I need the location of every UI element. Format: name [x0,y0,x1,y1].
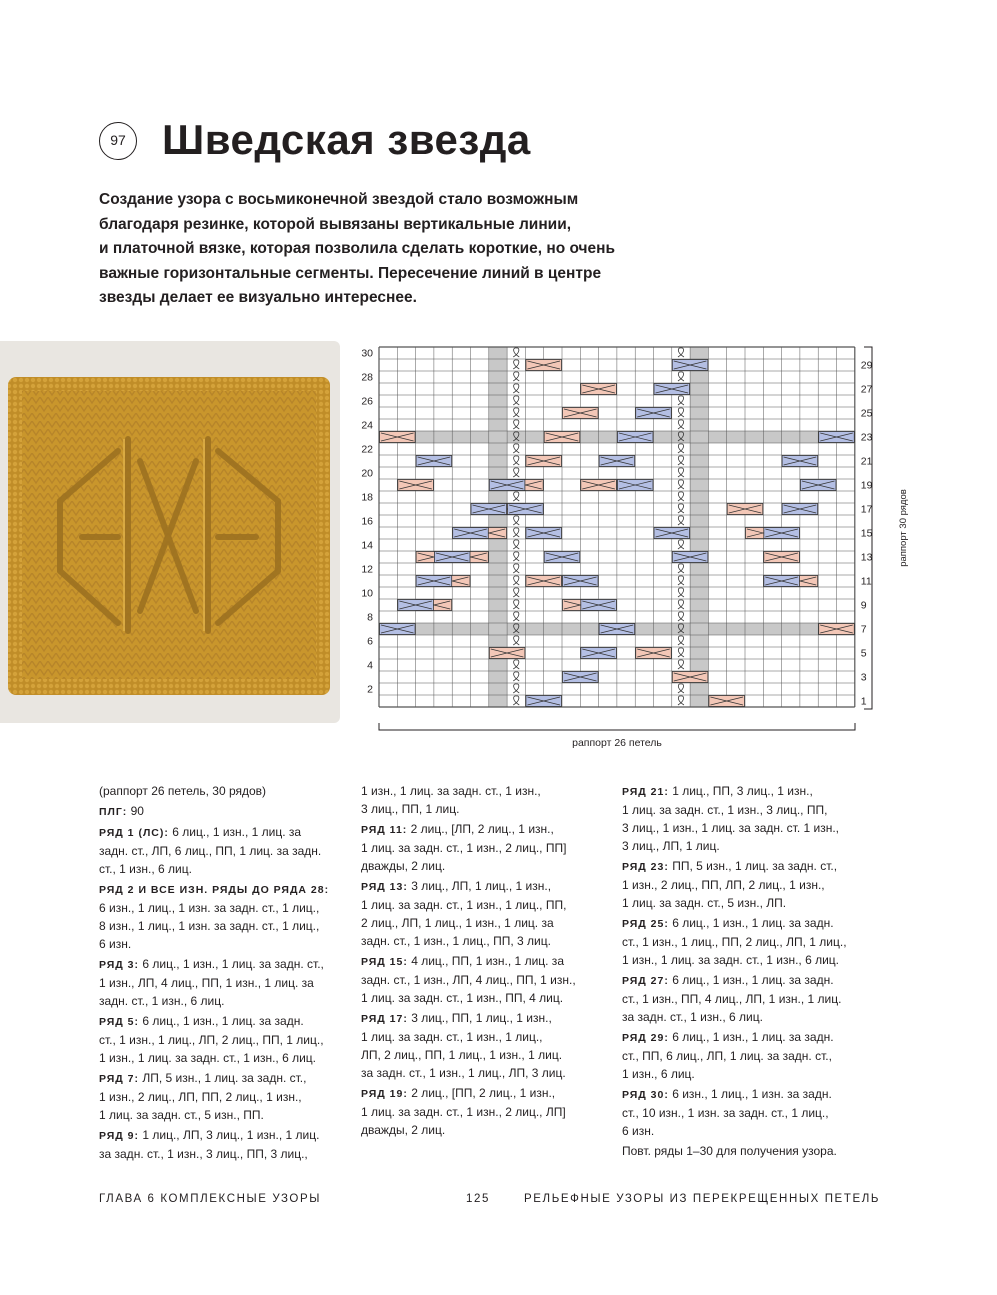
row-number-left: 28 [361,371,373,384]
instruction-block [622,1028,872,1083]
cable-left-cross [617,432,653,443]
cable-left-cross [563,672,599,683]
row-number-right: 19 [860,479,873,492]
instruction-text: ст., ПП, 6 лиц., ЛП, 1 лиц. за задн. ст., [622,1049,832,1063]
instruction-block [99,823,349,878]
instruction-text: 2 лиц., [ПП, 2 лиц., 1 изн., [407,1086,556,1100]
cable-left-cross [782,456,818,467]
instruction-line [99,1088,349,1106]
cable-right-cross [581,480,617,491]
instruction-text: 1 лиц., ПП, 3 лиц., 1 изн., [668,784,813,798]
instruction-text: 6 лиц., 1 изн., 1 лиц. за [168,825,302,839]
cable-right-cross [727,504,763,515]
instruction-line [361,932,611,950]
row-number-left: 22 [361,443,373,456]
row-label: РЯД 25: [622,918,669,930]
instruction-block [99,880,349,953]
instruction-line [99,917,349,935]
instruction-line [622,990,872,1008]
instruction-block [622,971,872,1026]
instruction-line [622,1122,872,1140]
instruction-line [99,1069,349,1088]
row-number-right: 5 [860,647,867,660]
cable-left-cross [599,624,635,635]
instruction-line [622,857,872,876]
cable-left-cross [654,528,690,539]
row-number-right: 23 [860,431,873,444]
instruction-line [622,819,872,837]
instruction-text: 6 лиц., 1 изн., 1 лиц. за задн. [668,973,834,987]
instruction-line [99,974,349,992]
instruction-line [361,877,611,896]
cable-left-cross [563,576,599,587]
instruction-text: 6 изн., 1 лиц., 1 изн. за задн. ст., 1 лиц., [99,901,320,915]
cable-right-cross [489,648,525,659]
row-number-left: 26 [361,395,373,408]
instruction-line [361,857,611,875]
instruction-line [99,1126,349,1145]
instruction-line [361,820,611,839]
row-number-left: 16 [361,515,373,528]
instruction-text: задн. ст., 1 изн., 1 лиц., ПП, 3 лиц. [361,934,551,948]
bottom-label: раппорт 26 петель [572,737,662,749]
instruction-text: ст., 1 изн., ПП, 4 лиц., ЛП, 1 изн., 1 лиц. [622,992,842,1006]
instruction-line [99,1049,349,1067]
cable-left-cross [654,384,690,395]
instruction-block [622,857,872,912]
row-number-left: 30 [361,347,373,360]
instruction-text: 3 лиц., ПП, 1 лиц., 1 изн., [407,1011,552,1025]
bottom-bracket [379,723,855,730]
cable-left-cross [526,696,562,707]
instruction-block [99,1126,349,1163]
instruction-line [622,1085,872,1104]
instruction-block [99,1012,349,1067]
cable-left-cross [380,624,416,635]
row-label: РЯД 17: [361,1013,408,1025]
row-number-left: 12 [361,563,373,576]
instruction-line [99,782,349,800]
row-label: ПЛГ: [99,806,128,818]
instruction-text: 1 изн., 2 лиц., ПП, ЛП, 2 лиц., 1 изн., [622,878,825,892]
row-number-left: 18 [361,491,373,504]
row-label: РЯД 7: [99,1073,140,1085]
row-label: РЯД 2 И ВСЕ ИЗН. РЯДЫ ДО РЯДА 28: [99,884,330,896]
cable-left-cross [526,528,562,539]
footer-section: РЕЛЬЕФНЫЕ УЗОРЫ ИЗ ПЕРЕКРЕЩЕННЫХ ПЕТЕЛЬ [524,1193,881,1205]
row-label: РЯД 3: [99,959,140,971]
instruction-line [361,1028,611,1046]
instruction-text: дважды, 2 лиц. [361,859,446,873]
instruction-text: 6 лиц., 1 изн., 1 лиц. за задн. [668,916,834,930]
instruction-line [622,837,872,855]
instruction-text: 1 изн., 1 лиц. за задн. ст., 1 изн., 6 лиц. [99,1051,317,1065]
instructions-column-1 [99,782,349,1165]
instruction-line [99,935,349,953]
instruction-text: 1 лиц. за задн. ст., 1 изн., 1 лиц., ПП, [361,898,567,912]
instruction-line [622,971,872,990]
row-number-right: 3 [860,671,867,684]
instruction-line [622,951,872,969]
instruction-line [361,782,611,800]
instruction-line [361,839,611,857]
row-number-left: 20 [361,467,373,480]
instruction-text: 1 лиц. за задн. ст., 1 изн., 2 лиц., ПП] [361,841,567,855]
instruction-text: 90 [127,804,144,818]
cable-right-cross [398,480,434,491]
instruction-text: 1 изн., 6 лиц. [622,1067,695,1081]
row-number-left: 14 [361,539,373,552]
instruction-block [622,914,872,969]
row-label: РЯД 15: [361,956,408,968]
instruction-text: задн. ст., 1 изн., ЛП, 4 лиц., ПП, 1 изн., [361,973,576,987]
row-label: РЯД 23: [622,861,669,873]
instruction-text: ЛП, 5 изн., 1 лиц. за задн. ст., [139,1071,307,1085]
instruction-block [622,1142,872,1160]
row-number-right: 11 [860,575,872,588]
cable-right-cross [544,432,580,443]
instruction-text: 1 изн., 2 лиц., ЛП, ПП, 2 лиц., 1 изн., [99,1090,302,1104]
pattern-number-badge [99,122,137,160]
instructions-column-2 [361,782,611,1141]
instruction-line [361,1046,611,1064]
cable-right-cross [526,576,562,587]
instruction-line [99,1012,349,1031]
instruction-block [99,955,349,1010]
instruction-text: 6 лиц., 1 изн., 1 лиц. за задн. [139,1014,304,1028]
cable-left-cross [581,648,617,659]
instruction-line [622,914,872,933]
instruction-text: за задн. ст., 1 изн., 6 лиц. [622,1010,763,1024]
instruction-line [361,800,611,818]
row-label: РЯД 1 (ЛС): [99,827,169,839]
instruction-block [361,1084,611,1139]
cable-left-cross [617,480,653,491]
cable-left-cross [508,504,544,515]
instruction-line [99,1145,349,1163]
row-number-left: 8 [367,611,373,624]
intro-line: Создание узора с восьмиконечной звездой стало возможным [99,191,579,208]
row-number-right: 9 [860,599,867,612]
cable-left-cross [819,432,855,443]
instruction-text: задн. ст., 1 изн., 6 лиц. [99,994,225,1008]
instruction-line [99,899,349,917]
instruction-text: 2 лиц., ЛП, 1 лиц., 1 изн., 1 лиц. за [361,916,554,930]
cable-right-cross [526,360,562,371]
instruction-text: за задн. ст., 1 изн., 1 лиц., ЛП, 3 лиц. [361,1066,566,1080]
row-number-left: 10 [361,587,373,600]
row-number-left: 2 [367,683,373,696]
instruction-text: ст., 1 изн., 6 лиц. [99,862,192,876]
swatch-photo [0,341,340,723]
instruction-line [622,894,872,912]
instruction-line [361,896,611,914]
instruction-line [622,1104,872,1122]
instruction-block [99,782,349,800]
instruction-text: 3 лиц., 1 изн., 1 лиц. за задн. ст. 1 изн., [622,821,840,835]
row-label: РЯД 29: [622,1032,669,1044]
instruction-text: 1 изн., 1 лиц. за задн. ст., 1 изн., 6 лиц. [622,953,840,967]
cable-left-cross [471,504,507,515]
cable-left-cross [599,456,635,467]
cable-left-cross [800,480,836,491]
cable-left-cross [434,552,470,563]
instruction-text: 1 лиц. за задн. ст., 1 изн., ПП, 4 лиц. [361,991,564,1005]
row-number-right: 15 [860,527,873,540]
instruction-block [622,1085,872,1140]
intro-paragraph [99,188,639,311]
instruction-line [622,1047,872,1065]
row-label: РЯД 21: [622,786,669,798]
cable-right-cross [764,552,800,563]
instruction-line [622,801,872,819]
cable-right-cross [819,624,855,635]
row-label: РЯД 30: [622,1089,669,1101]
instruction-block [99,802,349,821]
intro-line: важные горизонтальные сегменты. Пересечение линий в центре [99,264,602,282]
instruction-text: 4 лиц., ПП, 1 изн., 1 лиц. за [407,954,564,968]
instruction-text: ст., 1 изн., 1 лиц., ПП, 2 лиц., ЛП, 1 лиц., [622,935,847,949]
page-number: 125 [466,1193,490,1205]
intro-line: звезды делает ее визуально интереснее. [99,289,417,306]
row-number-right: 27 [860,383,873,396]
instruction-line [361,1009,611,1028]
instruction-line [622,1065,872,1083]
knitting-chart [352,342,912,757]
instruction-text: (раппорт 26 петель, 30 рядов) [99,784,267,798]
instruction-text: 1 изн., 1 лиц. за задн. ст., 1 изн., [361,784,541,798]
cable-right-cross [563,408,599,419]
row-label: РЯД 19: [361,1088,408,1100]
instruction-text: ЛП, 2 лиц., ПП, 1 лиц., 1 изн., 1 лиц. [361,1048,563,1062]
row-number-right: 29 [860,359,873,372]
instruction-text: Повт. ряды 1–30 для получения узора. [622,1144,837,1158]
cable-right-cross [636,648,672,659]
instruction-text: дважды, 2 лиц. [361,1123,446,1137]
instruction-block [361,1009,611,1082]
instruction-block [361,820,611,875]
instruction-block [99,1069,349,1124]
instruction-line [361,1064,611,1082]
page-title: Шведская звезда [162,116,531,163]
instruction-text: ст., 1 изн., 1 лиц., ЛП, 2 лиц., ПП, 1 лиц., [99,1033,324,1047]
row-number-right: 25 [860,407,873,420]
row-number-right: 21 [860,455,873,468]
instruction-text: задн. ст., ЛП, 6 лиц., ПП, 1 лиц. за задн. [99,844,322,858]
cable-left-cross [782,504,818,515]
cable-left-cross [489,480,525,491]
instruction-text: ПП, 5 изн., 1 лиц. за задн. ст., [668,859,838,873]
pattern-number: 97 [110,132,126,148]
instruction-text: 1 лиц. за задн. ст., 1 изн., 2 лиц., ЛП] [361,1105,566,1119]
instruction-text: 6 изн., 1 лиц., 1 изн. за задн. [668,1087,832,1101]
row-number-right: 1 [860,695,867,708]
instructions-column-3 [622,782,872,1162]
cable-left-cross [764,576,800,587]
instruction-line [99,992,349,1010]
instruction-line [622,876,872,894]
instruction-text: за задн. ст., 1 изн., 3 лиц., ПП, 3 лиц., [99,1147,308,1161]
cable-left-cross [544,552,580,563]
row-number-right: 13 [860,551,873,564]
row-label: РЯД 9: [99,1130,140,1142]
instruction-text: ст., 10 изн., 1 изн. за задн. ст., 1 лиц., [622,1106,829,1120]
cable-left-cross [636,408,672,419]
intro-line: и платочной вязке, которая позволила сделать короткие, но очень [99,240,616,257]
cable-left-cross [581,600,617,611]
instruction-line [99,860,349,878]
cable-left-cross [416,576,452,587]
instruction-line [622,1142,872,1160]
instruction-text: 1 лиц. за задн. ст., 5 изн., ЛП. [622,896,787,910]
instruction-text: 1 лиц. за задн. ст., 1 изн., 1 лиц., [361,1030,543,1044]
instruction-block [622,782,872,855]
side-label: раппорт 30 рядов [898,489,909,567]
instruction-line [99,823,349,842]
cable-left-cross [672,552,708,563]
instruction-line [99,880,349,899]
instruction-line [361,1121,611,1139]
row-number-right: 7 [860,623,867,636]
instruction-line [622,1028,872,1047]
instruction-line [622,1008,872,1026]
row-number-left: 6 [367,635,373,648]
instruction-line [361,989,611,1007]
row-label: РЯД 13: [361,881,408,893]
instruction-line [361,952,611,971]
instruction-text: 1 лиц. за задн. ст., 1 изн., 3 лиц., ПП, [622,803,828,817]
cable-right-cross [380,432,416,443]
cable-right-cross [526,456,562,467]
instruction-text: 3 лиц., ЛП, 1 лиц., 1 изн., [407,879,552,893]
instruction-line [622,933,872,951]
instruction-line [361,1084,611,1103]
row-label: РЯД 11: [361,824,408,836]
cable-right-cross [672,672,708,683]
cable-left-cross [672,360,708,371]
knitted-swatch-image [0,341,340,723]
cable-left-cross [764,528,800,539]
instruction-block [361,952,611,1007]
instruction-text: 6 изн. [99,937,132,951]
instruction-text: 2 лиц., [ЛП, 2 лиц., 1 изн., [407,822,554,836]
footer-chapter: ГЛАВА 6 КОМПЛЕКСНЫЕ УЗОРЫ [99,1193,322,1205]
instruction-line [99,1031,349,1049]
instruction-text: 1 лиц., ЛП, 3 лиц., 1 изн., 1 лиц. [139,1128,320,1142]
instruction-line [361,914,611,932]
instruction-text: 6 лиц., 1 изн., 1 лиц. за задн. ст., [139,957,324,971]
cable-left-cross [453,528,489,539]
instruction-text: 1 лиц. за задн. ст., 5 изн., ПП. [99,1108,264,1122]
instruction-line [361,971,611,989]
cable-left-cross [416,456,452,467]
instruction-block [361,782,611,818]
instruction-text: 3 лиц., ПП, 1 лиц. [361,802,460,816]
instruction-text: 1 изн., ЛП, 4 лиц., ПП, 1 изн., 1 лиц. за [99,976,314,990]
intro-line: благодаря резинке, которой вывязаны вертикальные линии, [99,215,572,233]
cable-right-cross [709,696,745,707]
row-label: РЯД 5: [99,1016,140,1028]
instruction-text: 6 изн. [622,1124,655,1138]
cable-left-cross [398,600,434,611]
instruction-text: 3 лиц., ЛП, 1 лиц. [622,839,720,853]
instruction-line [99,1106,349,1124]
instruction-block [361,877,611,950]
row-number-left: 4 [367,659,373,672]
cable-right-cross [581,384,617,395]
instruction-line [361,1103,611,1121]
chart-grid [379,347,855,707]
row-number-left: 24 [361,419,373,432]
instruction-text: 8 изн., 1 лиц., 1 изн. за задн. ст., 1 лиц., [99,919,320,933]
instruction-line [99,955,349,974]
instruction-line [622,782,872,801]
instruction-line [99,802,349,821]
instruction-text: 6 лиц., 1 изн., 1 лиц. за задн. [668,1030,834,1044]
row-label: РЯД 27: [622,975,669,987]
row-number-right: 17 [860,503,873,516]
instruction-line [99,842,349,860]
